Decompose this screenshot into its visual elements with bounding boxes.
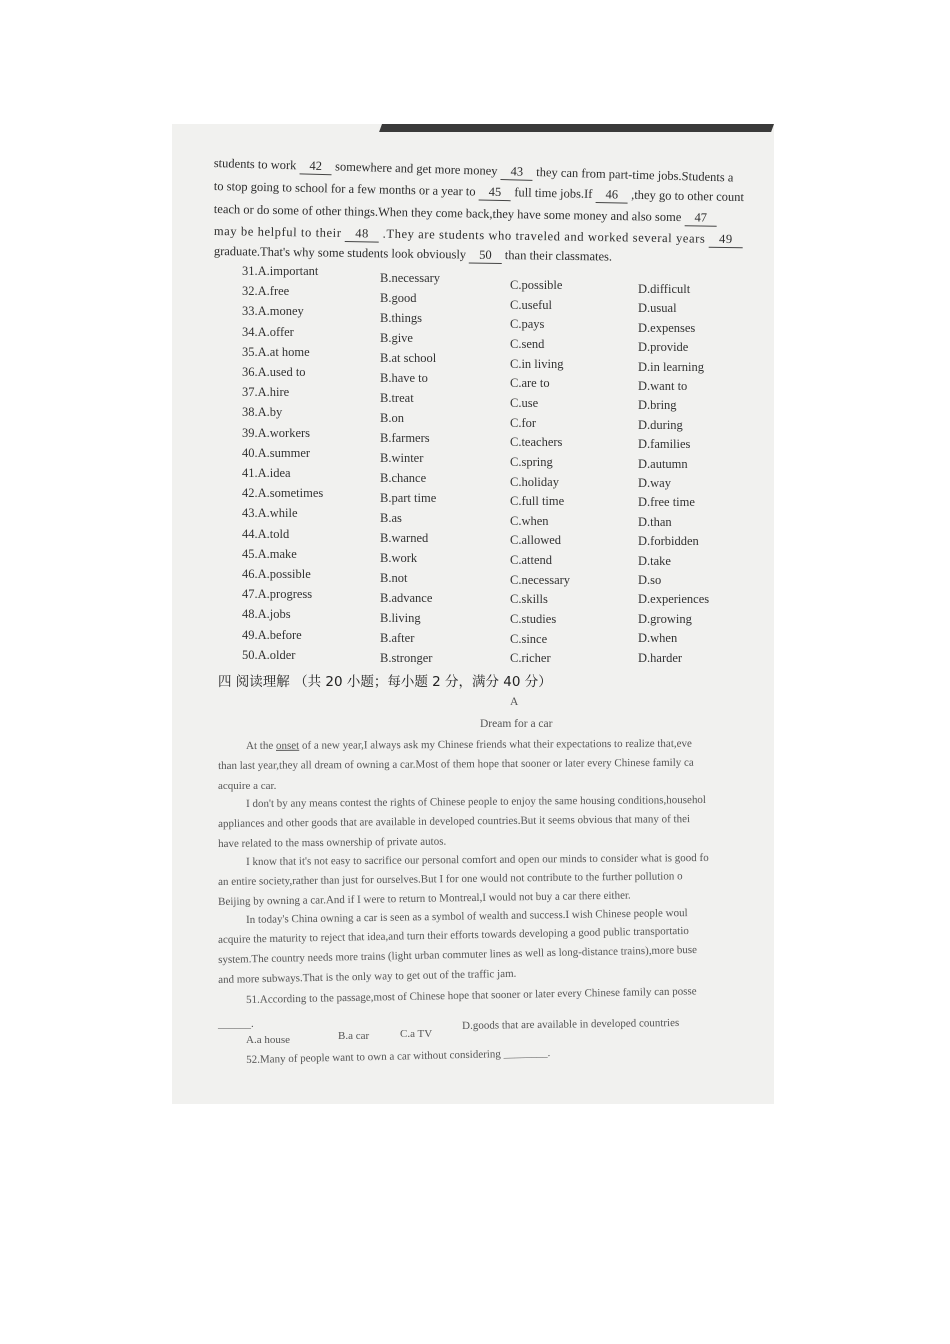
option-43-b: B.as	[380, 511, 402, 525]
option-39-c: C.teachers	[510, 435, 563, 450]
passage-p4-line4: and more subways.That is the only way to get out of the traffic jam.	[218, 967, 517, 986]
option-50-c: C.richer	[510, 651, 551, 666]
question-51-option-a: A.a house	[246, 1034, 290, 1046]
option-48-b: B.living	[380, 611, 421, 625]
option-40-d: D.autumn	[638, 456, 688, 471]
option-40-a: 40.A.summer	[242, 445, 311, 460]
option-39-a: 39.A.workers	[242, 425, 311, 440]
option-46-d: D.so	[638, 573, 662, 587]
option-37-d: D.bring	[638, 398, 677, 413]
option-34-d: D.provide	[638, 340, 689, 355]
option-49-c: C.since	[510, 631, 548, 646]
text: teach or do some of other things.When they come back,they have some money and also some	[213, 202, 682, 225]
option-49-b: B.after	[380, 631, 415, 645]
option-33-b: B.things	[380, 311, 423, 325]
option-42-d: D.free time	[638, 495, 695, 510]
passage-p4-line2: acquire the maturity to reject that idea,and turn their efforts towards developing a good public transportatio	[218, 924, 689, 946]
option-49-d: D.when	[638, 631, 678, 646]
option-49-a: 49.A.before	[242, 627, 302, 642]
question-51-option-b: B.a car	[338, 1030, 370, 1042]
option-41-c: C.holiday	[510, 474, 559, 489]
option-43-d: D.than	[638, 514, 672, 529]
option-46-c: C.necessary	[510, 572, 571, 587]
option-41-b: B.chance	[380, 471, 427, 485]
passage-p1-line1	[246, 738, 692, 752]
question-52: 52.Many of people want to own a car without considering ________.	[246, 1047, 551, 1066]
option-48-a: 48.A.jobs	[242, 607, 291, 622]
option-39-d: D.families	[638, 437, 691, 452]
option-45-d: D.take	[638, 553, 671, 568]
option-31-c: C.possible	[510, 278, 563, 292]
passage-label: A	[510, 696, 519, 708]
blank-42: 42	[299, 158, 332, 175]
option-32-c: C.useful	[510, 297, 553, 312]
option-42-b: B.part time	[380, 491, 437, 505]
question-51-option-d: D.goods that are available in developed countries	[462, 1016, 680, 1032]
text: than their classmates.	[504, 248, 613, 264]
option-35-a: 35.A.at home	[242, 344, 310, 359]
text: full time jobs.If	[514, 185, 593, 201]
option-48-d: D.growing	[638, 611, 692, 626]
option-35-c: C.in living	[510, 356, 564, 371]
option-39-b: B.farmers	[380, 431, 430, 445]
text: graduate.That's why some students look obviously	[213, 244, 467, 262]
question-51-option-c: C.a TV	[400, 1028, 433, 1040]
text: ,they go to other count	[631, 187, 745, 205]
text: they can from part-time jobs.Students a	[536, 165, 734, 185]
option-50-a: 50.A.older	[242, 647, 296, 662]
option-33-a: 33.A.money	[242, 304, 304, 319]
option-47-d: D.experiences	[638, 592, 710, 607]
option-36-a: 36.A.used to	[242, 365, 306, 379]
option-37-b: B.treat	[380, 391, 414, 405]
option-32-b: B.good	[380, 291, 417, 305]
passage-p2-line2	[218, 813, 690, 830]
underlined-word: onset	[275, 739, 300, 752]
passage-p2-line1: I don't by any means contest the rights of Chinese people to enjoy the same housing conditions,househol	[246, 793, 707, 810]
option-41-d: D.way	[638, 476, 671, 490]
passage-p1-line2: than last year,they all dream of owning a car.Most of them hope that sooner or later every Chinese family ca	[218, 756, 694, 772]
option-38-d: D.during	[638, 417, 683, 432]
option-47-b: B.advance	[380, 591, 433, 605]
text: of a new year,I always ask my Chinese friends what their expectations to realize that,eve	[301, 737, 692, 752]
blank-47: 47	[684, 210, 717, 227]
option-43-a: 43.A.while	[242, 506, 298, 521]
option-31-a: 31.A.important	[242, 264, 319, 278]
option-45-c: C.attend	[510, 553, 553, 568]
text: .They are students who traveled and worked several years	[382, 226, 706, 246]
option-35-d: D.in learning	[638, 359, 704, 374]
text: At the	[246, 739, 274, 752]
text: to stop going to school for a few months or a year to	[213, 179, 476, 199]
option-46-b: B.not	[380, 571, 408, 585]
blank-49: 49	[709, 232, 743, 249]
blank-50: 50	[469, 248, 502, 264]
option-38-c: C.for	[510, 415, 537, 430]
text: somewhere and get more money	[334, 159, 498, 178]
option-40-b: B.winter	[380, 451, 424, 465]
option-47-a: 47.A.progress	[242, 587, 313, 602]
text: may be helpful to their	[213, 224, 342, 241]
option-44-d: D.forbidden	[638, 534, 699, 549]
option-32-a: 32.A.free	[242, 284, 290, 299]
passage-p3-line1: I know that it's not easy to sacrifice our personal comfort and open our minds to consider what is good fo	[246, 851, 709, 868]
option-35-b: B.at school	[380, 351, 437, 365]
question-51-blank: ______.	[218, 1018, 254, 1030]
option-37-a: 37.A.hire	[242, 385, 290, 400]
cloze-line-5	[214, 244, 612, 266]
text: students to work	[213, 156, 297, 173]
text: appliances and other goods that are available in developed countries.But it seems obvious that many of thei	[218, 813, 691, 830]
passage-p4-line3: system.The country needs more trains (light urban commuter lines as well as long-distance trains),more buse	[218, 943, 698, 966]
option-42-a: 42.A.sometimes	[242, 486, 324, 501]
option-36-c: C.are to	[510, 376, 550, 391]
option-50-b: B.stronger	[380, 651, 433, 665]
option-41-a: 41.A.idea	[242, 466, 291, 480]
option-36-b: B.have to	[380, 371, 428, 385]
blank-46: 46	[595, 187, 628, 204]
blank-48: 48	[345, 226, 379, 243]
option-33-c: C.pays	[510, 317, 545, 332]
cloze-line-3	[214, 202, 717, 227]
option-50-d: D.harder	[638, 650, 683, 665]
option-48-c: C.studies	[510, 612, 557, 627]
option-44-b: B.warned	[380, 531, 429, 545]
option-44-a: 44.A.told	[242, 526, 290, 541]
passage-p1-line3: acquire a car.	[218, 780, 277, 792]
option-36-d: D.want to	[638, 379, 688, 393]
option-34-b: B.give	[380, 331, 413, 345]
passage-p3-line2: an entire society,rather than just for ourselves.But I for one would not contribute to the further pollution o	[218, 870, 683, 888]
blank-45: 45	[478, 185, 511, 202]
passage-p3-line3: Beijing by owning a car.And if I were to return to Montreal,I would not buy a car there either.	[218, 889, 631, 908]
option-40-c: C.spring	[510, 454, 553, 469]
passage-p4-line1: In today's China owning a car is seen as a symbol of wealth and success.I wish Chinese people woul	[246, 907, 688, 926]
passage-title: Dream for a car	[480, 718, 553, 730]
option-32-d: D.usual	[638, 301, 677, 316]
option-34-c: C.send	[510, 336, 545, 351]
scan-edge-shadow	[379, 124, 774, 132]
option-31-d: D.difficult	[638, 282, 691, 296]
question-51: 51.According to the passage,most of Chinese hope that sooner or later every Chinese family can posse	[246, 985, 697, 1006]
option-34-a: 34.A.offer	[242, 324, 294, 339]
option-45-b: B.work	[380, 551, 418, 565]
option-43-c: C.when	[510, 513, 549, 528]
option-33-d: D.expenses	[638, 320, 696, 335]
option-47-c: C.skills	[510, 592, 548, 607]
blank-43: 43	[500, 164, 533, 181]
option-45-a: 45.A.make	[242, 546, 297, 561]
section-heading: 四 阅读理解 （共 20 小题；每小题 2 分，满分 40 分）	[218, 674, 552, 690]
option-44-c: C.allowed	[510, 533, 562, 548]
exam-paper	[172, 124, 774, 1104]
option-46-a: 46.A.possible	[242, 567, 311, 581]
option-31-b: B.necessary	[380, 271, 441, 285]
option-38-a: 38.A.by	[242, 405, 283, 420]
option-37-c: C.use	[510, 395, 539, 410]
option-38-b: B.on	[380, 411, 404, 425]
option-42-c: C.full time	[510, 494, 565, 509]
passage-p2-line3: have related to the mass ownership of private autos.	[218, 835, 447, 850]
